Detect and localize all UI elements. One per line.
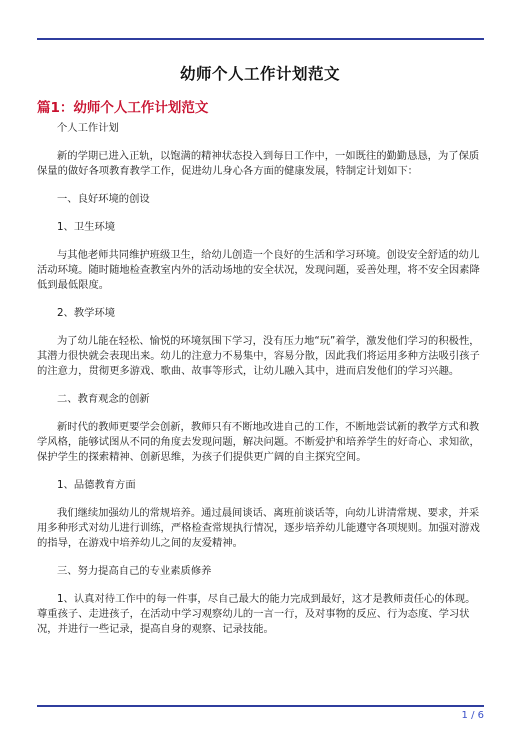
page-number: 1 / 6 — [461, 710, 484, 721]
paragraph-subtitle: 个人工作计划 — [57, 122, 119, 134]
heading-professional: 三、努力提高自己的专业素质修养 — [57, 565, 212, 577]
paragraph-professional: 1、认真对待工作中的每一件事，尽自己最大的能力完成到最好，这才是教师责任心的体现。尊重孩子、走进孩子，在活动中学习观察幼儿的一言一行，及对事物的反应、行为态度、学习状况，并进行一些记录，提高自身的观察、记录技能。 — [37, 593, 476, 635]
heading-moral: 1、品德教育方面 — [57, 479, 136, 491]
heading-teaching-env: 2、教学环境 — [57, 307, 116, 319]
header-rule — [37, 38, 484, 40]
paragraph-intro: 新的学期已进入正轨，以饱满的精神状态投入到每日工作中，一如既往的勤勤恳恳，为了保质保量的做好各项教育教学工作，促进幼儿身心各方面的健康发展，特制定计划如下： — [37, 150, 480, 177]
document-title: 幼师个人工作计划范文 — [179, 65, 340, 83]
paragraph-hygiene: 与其他老师共同维护班级卫生，给幼儿创造一个良好的生活和学习环境。创设安全舒适的幼儿活动环境。随时随地检查教室内外的活动场地的安全状况，发现问题，妥善处理，将不安全因素降低到最低限度。 — [37, 249, 480, 291]
heading-environment: 一、良好环境的创设 — [57, 193, 150, 205]
heading-hygiene: 1、卫生环境 — [57, 221, 116, 233]
paragraph-moral: 我们继续加强幼儿的常规培养。通过晨间谈话、离班前谈话等，向幼儿讲清常规、要求，并采用多种形式对幼儿进行训练，严格检查常规执行情况，逐步培养幼儿能遵守各项规则。加强对游戏的指导，在游戏中培养幼儿之间的友爱精神。 — [37, 507, 480, 549]
footer-rule — [37, 705, 484, 707]
document-body — [37, 121, 484, 637]
paragraph-teaching-env: 为了幼儿能在轻松、愉悦的环境氛围下学习，没有压力地“玩”着学，激发他们学习的积极性，其潜力很快就会表现出来。幼儿的注意力不易集中，容易分散，因此我们将运用多种方法吸引孩子的注意力，贯彻更多游戏、歌曲、故事等形式，让幼儿融入其中，进而启发他们的学习兴趣。 — [37, 335, 480, 377]
section-heading: 篇1：幼师个人工作计划范文 — [37, 100, 209, 116]
heading-innovation: 二、教育观念的创新 — [57, 393, 150, 405]
paragraph-innovation: 新时代的教师更要学会创新，教师只有不断地改进自己的工作，不断地尝试新的教学方式和教学风格，能够试图从不同的角度去发现问题，解决问题。不断爱护和培养学生的好奇心、求知欲，保护学生的探索精神、创新思维，为孩子们提供更广阔的自主探究空间。 — [37, 421, 480, 463]
